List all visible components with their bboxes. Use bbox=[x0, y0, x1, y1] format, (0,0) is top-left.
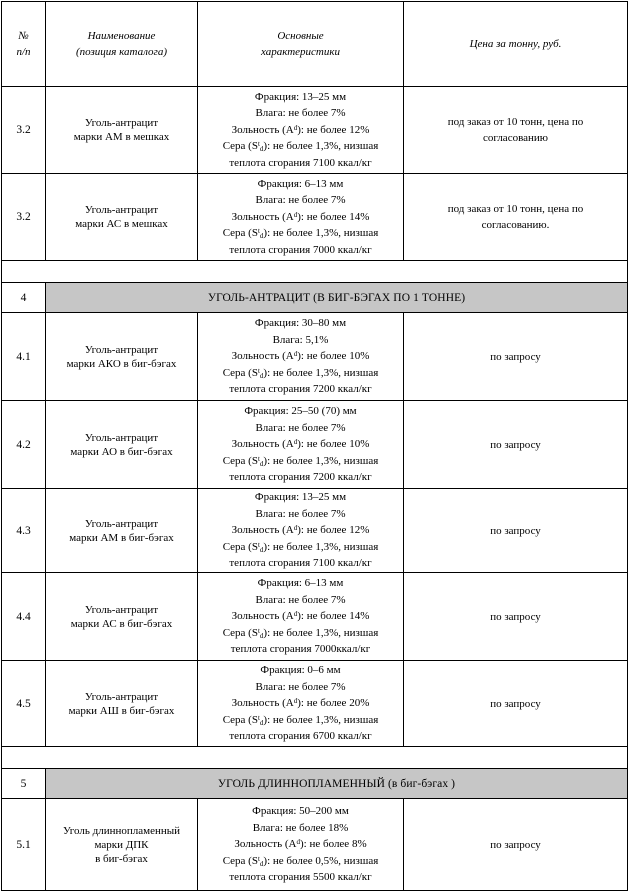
section-row bbox=[2, 769, 628, 799]
row-number: 3.2 bbox=[2, 87, 46, 174]
ash-content: Зольность $(A^d)$: не более 8% bbox=[234, 838, 367, 851]
sulfur-content: Сера $(S^t_d)$: не более 1,3%, низшая bbox=[222, 366, 379, 380]
product-price: по запросу bbox=[404, 401, 628, 489]
header-num: № п/п bbox=[2, 2, 46, 87]
product-characteristics: Фракция: 6–13 мм Влага: не более 7% Зольность $(A^d)$: не более 14% Сера $(S^t_d)$: не более 1,3%, низшая теплота сгорания 7000 ккал/кг bbox=[198, 174, 404, 261]
product-name: Уголь-антрацит марки АС в мешках bbox=[46, 174, 198, 261]
product-price: по запросу bbox=[404, 313, 628, 401]
section-number: 5 bbox=[2, 769, 46, 799]
product-price: по запросу bbox=[404, 573, 628, 661]
product-name: Уголь-антрацит марки АМ в биг-бэгах bbox=[46, 489, 198, 573]
row-number: 4.3 bbox=[2, 489, 46, 573]
header-characteristics: Основные характеристики bbox=[198, 2, 404, 87]
header-price: Цена за тонну, руб. bbox=[404, 2, 628, 87]
section-number: 4 bbox=[2, 283, 46, 313]
product-name: Уголь-антрацит марки АМ в мешках bbox=[46, 87, 198, 174]
product-price: по запросу bbox=[404, 661, 628, 747]
table-row bbox=[2, 174, 628, 261]
product-characteristics: Фракция: 13–25 мм Влага: не более 7% Зольность $(A^d)$: не более 12% Сера $(S^t_d)$: не более 1,3%, низшая теплота сгорания 7100 ккал/кг bbox=[198, 489, 404, 573]
product-name: Уголь длиннопламенный марки ДПК в биг-бэгах bbox=[46, 799, 198, 891]
row-number: 4.5 bbox=[2, 661, 46, 747]
coal-price-table bbox=[1, 1, 628, 891]
table-row bbox=[2, 313, 628, 401]
spacer-row bbox=[2, 747, 628, 769]
spacer-cell bbox=[2, 747, 628, 769]
product-price: под заказ от 10 тонн, цена по согласованию bbox=[404, 87, 628, 174]
ash-content: Зольность $(A^d)$: не более 12% bbox=[231, 524, 370, 537]
sulfur-content: Сера $(S^t_d)$: не более 1,3%, низшая bbox=[222, 454, 379, 468]
product-characteristics: Фракция: 6–13 мм Влага: не более 7% Зольность $(A^d)$: не более 14% Сера $(S^t_d)$: не более 1,3%, низшая теплота сгорания 7000ккал/кг bbox=[198, 573, 404, 661]
row-number: 4.1 bbox=[2, 313, 46, 401]
header-name: Наименование (позиция каталога) bbox=[46, 2, 198, 87]
row-number: 4.4 bbox=[2, 573, 46, 661]
row-number: 3.2 bbox=[2, 174, 46, 261]
sulfur-content: Сера $(S^t_d)$: не более 1,3%, низшая bbox=[222, 540, 379, 554]
sulfur-content: Сера $(S^t_d)$: не более 0,5%, низшая bbox=[222, 854, 379, 868]
sulfur-content: Сера $(S^t_d)$: не более 1,3%, низшая bbox=[222, 713, 379, 727]
table-row bbox=[2, 661, 628, 747]
product-characteristics: Фракция: 30–80 мм Влага: 5,1% Зольность $(A^d)$: не более 10% Сера $(S^t_d)$: не более 1,3%, низшая теплота сгорания 7200 ккал/кг bbox=[198, 313, 404, 401]
ash-content: Зольность $(A^d)$: не более 10% bbox=[231, 350, 370, 363]
product-price: по запросу bbox=[404, 799, 628, 891]
product-characteristics: Фракция: 13–25 мм Влага: не более 7% Зольность $(A^d)$: не более 12% Сера $(S^t_d)$: не более 1,3%, низшая теплота сгорания 7100 ккал/кг bbox=[198, 87, 404, 174]
spacer-cell bbox=[2, 261, 628, 283]
header-row bbox=[2, 2, 628, 87]
product-name: Уголь-антрацит марки АС в биг-бэгах bbox=[46, 573, 198, 661]
product-name: Уголь-антрацит марки АКО в биг-бэгах bbox=[46, 313, 198, 401]
section-title: УГОЛЬ ДЛИННОПЛАМЕННЫЙ (в биг-бэгах ) bbox=[46, 769, 628, 799]
spacer-row bbox=[2, 261, 628, 283]
product-price: под заказ от 10 тонн, цена по согласованию. bbox=[404, 174, 628, 261]
product-characteristics: Фракция: 0–6 мм Влага: не более 7% Зольность $(A^d)$: не более 20% Сера $(S^t_d)$: не более 1,3%, низшая теплота сгорания 6700 ккал/кг bbox=[198, 661, 404, 747]
ash-content: Зольность $(A^d)$: не более 10% bbox=[231, 438, 370, 451]
product-name: Уголь-антрацит марки АО в биг-бэгах bbox=[46, 401, 198, 489]
table-row bbox=[2, 87, 628, 174]
row-number: 5.1 bbox=[2, 799, 46, 891]
ash-content: Зольность $(A^d)$: не более 12% bbox=[231, 123, 370, 136]
table-row bbox=[2, 573, 628, 661]
row-number: 4.2 bbox=[2, 401, 46, 489]
ash-content: Зольность $(A^d)$: не более 20% bbox=[231, 697, 370, 710]
ash-content: Зольность $(A^d)$: не более 14% bbox=[231, 210, 370, 223]
product-characteristics: Фракция: 50–200 мм Влага: не более 18% Зольность $(A^d)$: не более 8% Сера $(S^t_d)$: не более 0,5%, низшая теплота сгорания 5500 ккал/кг bbox=[198, 799, 404, 891]
sulfur-content: Сера $(S^t_d)$: не более 1,3%, низшая bbox=[222, 140, 379, 154]
table-row bbox=[2, 401, 628, 489]
ash-content: Зольность $(A^d)$: не более 14% bbox=[231, 610, 370, 623]
sulfur-content: Сера $(S^t_d)$: не более 1,3%, низшая bbox=[222, 227, 379, 241]
product-characteristics: Фракция: 25–50 (70) мм Влага: не более 7% Зольность $(A^d)$: не более 10% Сера $(S^t_d)$: не более 1,3%, низшая теплота сгорания 7200 ккал/кг bbox=[198, 401, 404, 489]
sulfur-content: Сера $(S^t_d)$: не более 1,3%, низшая bbox=[222, 626, 379, 640]
product-price: по запросу bbox=[404, 489, 628, 573]
product-name: Уголь-антрацит марки АШ в биг-бэгах bbox=[46, 661, 198, 747]
section-row bbox=[2, 283, 628, 313]
table-row bbox=[2, 489, 628, 573]
table-row bbox=[2, 799, 628, 891]
section-title: УГОЛЬ-АНТРАЦИТ (В БИГ-БЭГАХ ПО 1 ТОННЕ) bbox=[46, 283, 628, 313]
